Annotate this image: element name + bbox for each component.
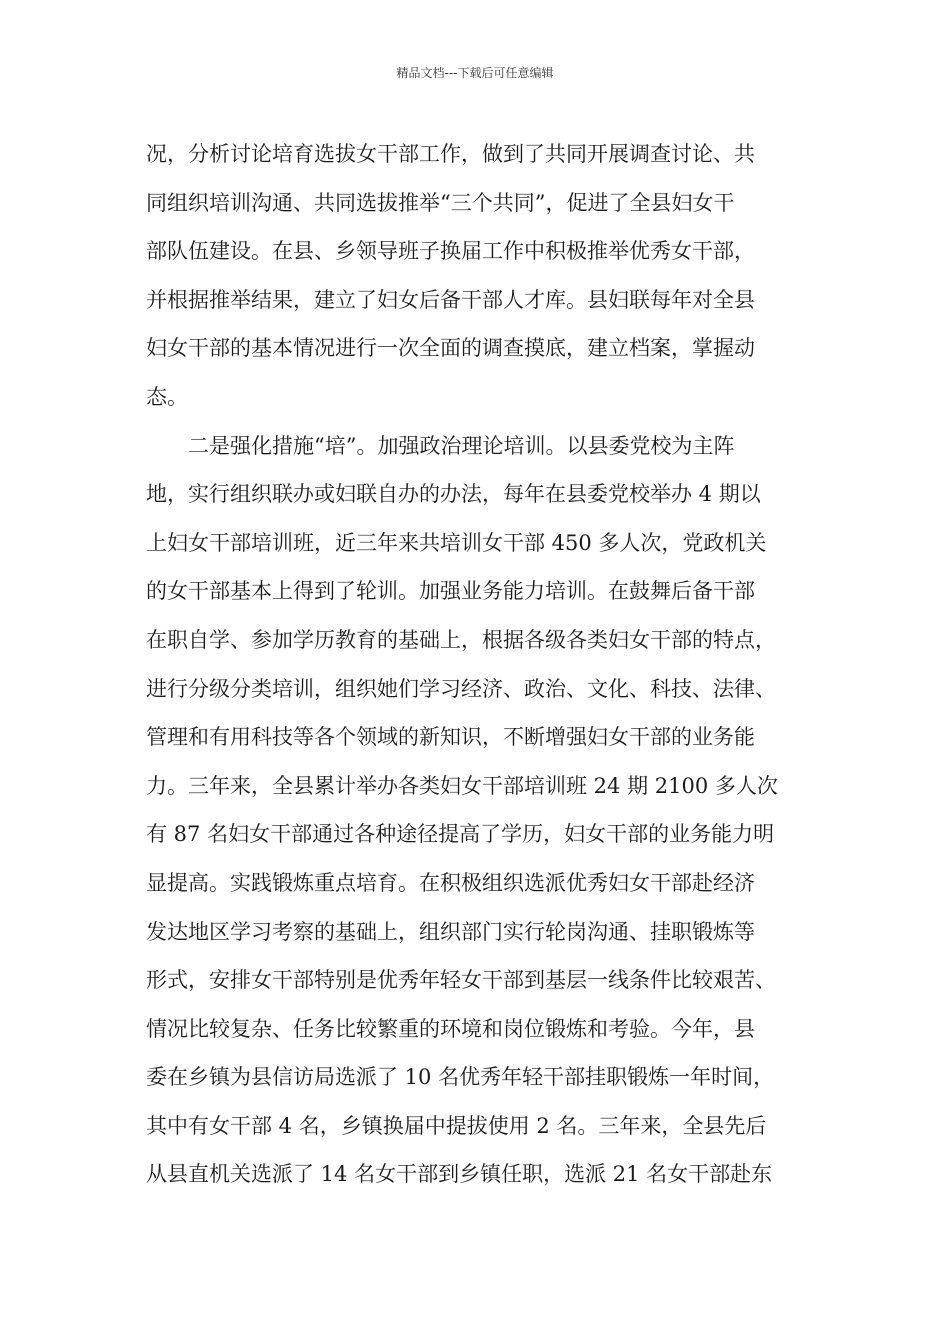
text-line: 并根据推举结果，建立了妇女后备干部人才库。县妇联每年对全县 <box>146 287 755 312</box>
text-line: 态。 <box>146 384 188 409</box>
page-header: 精品文档---下载后可任意编辑 <box>396 66 554 80</box>
text-line: 显提高。实践锻炼重点培育。在积极组织选派优秀妇女干部赴经济 <box>146 870 755 895</box>
text-line: 委在乡镇为县信访局选派了 10 名优秀年轻干部挂职锻炼一年时间， <box>146 1065 775 1090</box>
text-line: 的女干部基本上得到了轮训。加强业务能力培训。在鼓舞后备干部 <box>146 579 755 604</box>
text-line: 形式，安排女干部特别是优秀年轻女干部到基层一线条件比较艰苦、 <box>146 968 776 993</box>
text-line: 在职自学、参加学历教育的基础上，根据各级各类妇女干部的特点， <box>146 627 776 652</box>
text-line: 况，分析讨论培育选拔女干部工作，做到了共同开展调查讨论、共 <box>146 142 755 166</box>
text-line: 妇女干部的基本情况进行一次全面的调查摸底，建立档案，掌握动 <box>146 336 755 361</box>
text-line: 情况比较复杂、任务比较繁重的环境和岗位锻炼和考验。今年，县 <box>146 1016 755 1041</box>
text-line: 进行分级分类培训，组织她们学习经济、政治、文化、科技、法律、 <box>146 676 776 701</box>
text-line: 同组织培训沟通、共同选拔推举“三个共同”，促进了全县妇女干 <box>146 190 735 215</box>
text-line: 其中有女干部 4 名，乡镇换届中提拔使用 2 名。三年来，全县先后 <box>146 1113 767 1138</box>
text-line: 发达地区学习考察的基础上，组织部门实行轮岗沟通、挂职锻炼等 <box>146 919 755 944</box>
text-line: 有 87 名妇女干部通过各种途径提高了学历，妇女干部的业务能力明 <box>146 822 775 847</box>
text-line: 部队伍建设。在县、乡领导班子换届工作中积极推举优秀女干部， <box>146 239 755 264</box>
text-line: 二是强化措施“培”。加强政治理论培训。以县委党校为主阵 <box>146 433 735 458</box>
text-line: 力。三年来，全县累计举办各类妇女干部培训班 24 期 2100 多人次 <box>146 773 778 798</box>
document-body <box>146 130 836 1199</box>
text-line: 从县直机关选派了 14 名女干部到乡镇任职，选派 21 名女干部赴东 <box>146 1162 773 1187</box>
text-line: 地，实行组织联办或妇联自办的办法，每年在县委党校举办 4 期以 <box>146 482 761 507</box>
text-line: 上妇女干部培训班，近三年来共培训女干部 450 多人次，党政机关 <box>146 530 767 555</box>
text-line: 管理和有用科技等各个领域的新知识，不断增强妇女干部的业务能 <box>146 725 755 750</box>
